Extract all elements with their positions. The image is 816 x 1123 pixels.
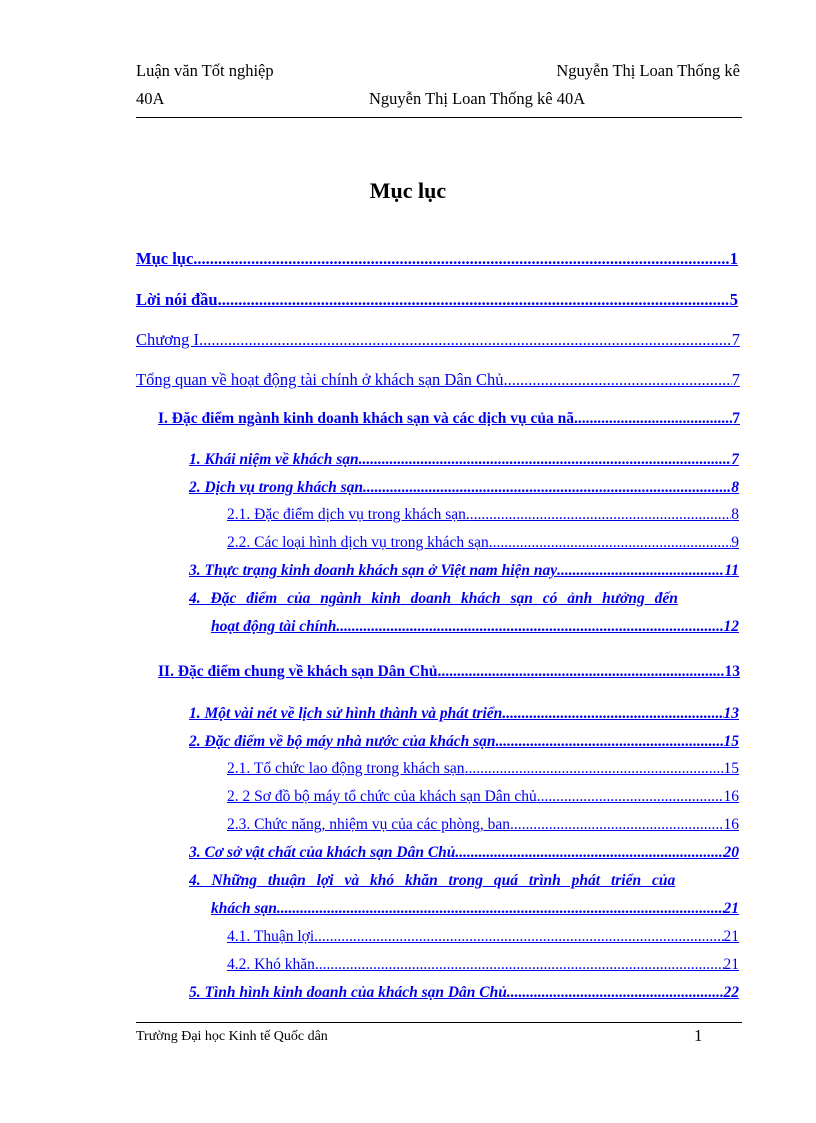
- toc-entry-text: 2.2. Các loại hình dịch vụ trong khách sạn: [227, 534, 489, 551]
- toc-entry-page: 21: [723, 928, 739, 945]
- toc-entry-text: 1. Một vài nét về lịch sử hình thành và phát triển: [189, 705, 503, 722]
- toc-entry-page: 16: [723, 788, 739, 805]
- toc-entry-page: 12: [723, 618, 739, 635]
- toc-entry-text: 4. Đặc điểm của ngành kinh doanh khách sạn có ảnh hưởng đến: [189, 590, 678, 607]
- toc-entry-page: 5: [729, 290, 738, 309]
- toc-entry-text: 3. Cơ sở vật chất của khách sạn Dân Chủ: [189, 844, 456, 861]
- toc-entry-2-4-cont[interactable]: [211, 900, 739, 918]
- toc-entry-text: 2. 2 Sơ đồ bộ máy tổ chức của khách sạn Dân chủ: [227, 788, 537, 805]
- toc-entry-page: 22: [723, 984, 739, 1001]
- toc-entry-2-2[interactable]: [189, 733, 739, 751]
- toc-entry-text: 4. Những thuận lợi và khó khăn trong quá trình phát triển của: [189, 872, 676, 889]
- toc-entry-text: 4.2. Khó khăn: [227, 956, 315, 973]
- toc-entry-chuong-1[interactable]: [136, 330, 740, 350]
- toc-entry-page: 7: [732, 410, 740, 427]
- footer-divider: [136, 1022, 742, 1023]
- toc-entry-text: 2.1. Đặc điểm dịch vụ trong khách sạn: [227, 506, 466, 523]
- toc-entry-text: 4.1. Thuận lợi: [227, 928, 315, 945]
- toc-entry-1-4-cont[interactable]: [211, 618, 739, 636]
- toc-entry-2-1[interactable]: [189, 705, 739, 723]
- toc-entry-text: 1. Khái niệm về khách sạn: [189, 451, 359, 468]
- toc-entry-1-1[interactable]: [189, 451, 739, 469]
- header-divider: [136, 117, 742, 118]
- toc-entry-text: Mục lục: [136, 249, 194, 268]
- toc-entry-page: 21: [723, 900, 739, 917]
- toc-entry-2-2-2[interactable]: [227, 788, 739, 806]
- header-thesis-label: Luận văn Tốt nghiệp: [136, 61, 274, 80]
- toc-entry-2-4-1[interactable]: [227, 928, 739, 946]
- toc-entry-page: 7: [731, 330, 740, 349]
- toc-entry-tong-quan[interactable]: [136, 370, 740, 390]
- toc-entry-page: 13: [724, 663, 740, 680]
- header-class-label: 40A: [136, 89, 165, 108]
- toc-entry-page: 15: [723, 733, 739, 750]
- toc-entry-2-4[interactable]: [189, 872, 742, 890]
- toc-entry-page: 20: [723, 844, 739, 861]
- header-author-class-label: Nguyễn Thị Loan Thống kê 40A: [369, 89, 586, 108]
- toc-entry-text: Lời nói đầu: [136, 290, 218, 309]
- toc-entry-loi-noi-dau[interactable]: [136, 290, 738, 310]
- header-author-label: Nguyễn Thị Loan Thống kê: [556, 61, 740, 80]
- footer-university: Trường Đại học Kinh tế Quốc dân: [136, 1029, 328, 1044]
- toc-entry-2-2-3[interactable]: [227, 816, 739, 834]
- toc-entry-text: Tổng quan về hoạt động tài chính ở khách sạn Dân Chủ: [136, 370, 504, 389]
- toc-entry-text: I. Đặc điểm ngành kinh doanh khách sạn và các dịch vụ của nã: [158, 410, 575, 427]
- toc-entry-page: 7: [731, 370, 740, 389]
- toc-entry-1-3[interactable]: [189, 562, 739, 580]
- toc-entry-page: 9: [731, 534, 739, 551]
- toc-entry-page: 7: [731, 451, 739, 468]
- toc-entry-text: 3. Thực trạng kinh doanh khách sạn ở Việt nam hiện nay: [189, 562, 558, 579]
- toc-entry-1-4[interactable]: [189, 590, 742, 608]
- toc-entry-text: 2.3. Chức năng, nhiệm vụ của các phòng, ban: [227, 816, 511, 833]
- toc-entry-text: II. Đặc điểm chung về khách sạn Dân Chủ: [158, 663, 438, 680]
- toc-entry-text: khách sạn: [211, 900, 277, 917]
- toc-entry-page: 11: [724, 562, 739, 579]
- toc-entry-page: 8: [731, 479, 739, 496]
- toc-entry-2-4-2[interactable]: [227, 956, 739, 974]
- toc-entry-text: hoạt động tài chính: [211, 618, 337, 635]
- toc-entry-text: 2. Dịch vụ trong khách sạn: [189, 479, 363, 496]
- toc-entry-1-2-1[interactable]: [227, 506, 739, 524]
- toc-entry-text: 2. Đặc điểm về bộ máy nhà nước của khách sạn: [189, 733, 496, 750]
- toc-entry-2-5[interactable]: [189, 984, 739, 1002]
- toc-entry-page: 13: [723, 705, 739, 722]
- toc-entry-muc-luc[interactable]: [136, 249, 738, 269]
- page-title: Mục lục: [369, 178, 447, 203]
- toc-entry-1-2[interactable]: [189, 479, 739, 497]
- toc-entry-page: 21: [723, 956, 739, 973]
- toc-entry-page: 15: [723, 760, 739, 777]
- toc-entry-1-2-2[interactable]: [227, 534, 739, 552]
- toc-entry-section-2[interactable]: [158, 663, 740, 681]
- toc-entry-section-1[interactable]: [158, 410, 740, 428]
- toc-entry-page: 1: [729, 249, 738, 268]
- toc-entry-2-3[interactable]: [189, 844, 739, 862]
- toc-entry-page: 8: [731, 506, 739, 523]
- toc-entry-text: Chương I: [136, 330, 200, 349]
- toc-entry-page: 16: [723, 816, 739, 833]
- toc-entry-2-2-1[interactable]: [227, 760, 739, 778]
- footer-page-number: 1: [694, 1026, 703, 1045]
- toc-entry-text: 2.1. Tổ chức lao động trong khách sạn: [227, 760, 465, 777]
- toc-entry-text: 5. Tình hình kinh doanh của khách sạn Dân Chủ: [189, 984, 507, 1001]
